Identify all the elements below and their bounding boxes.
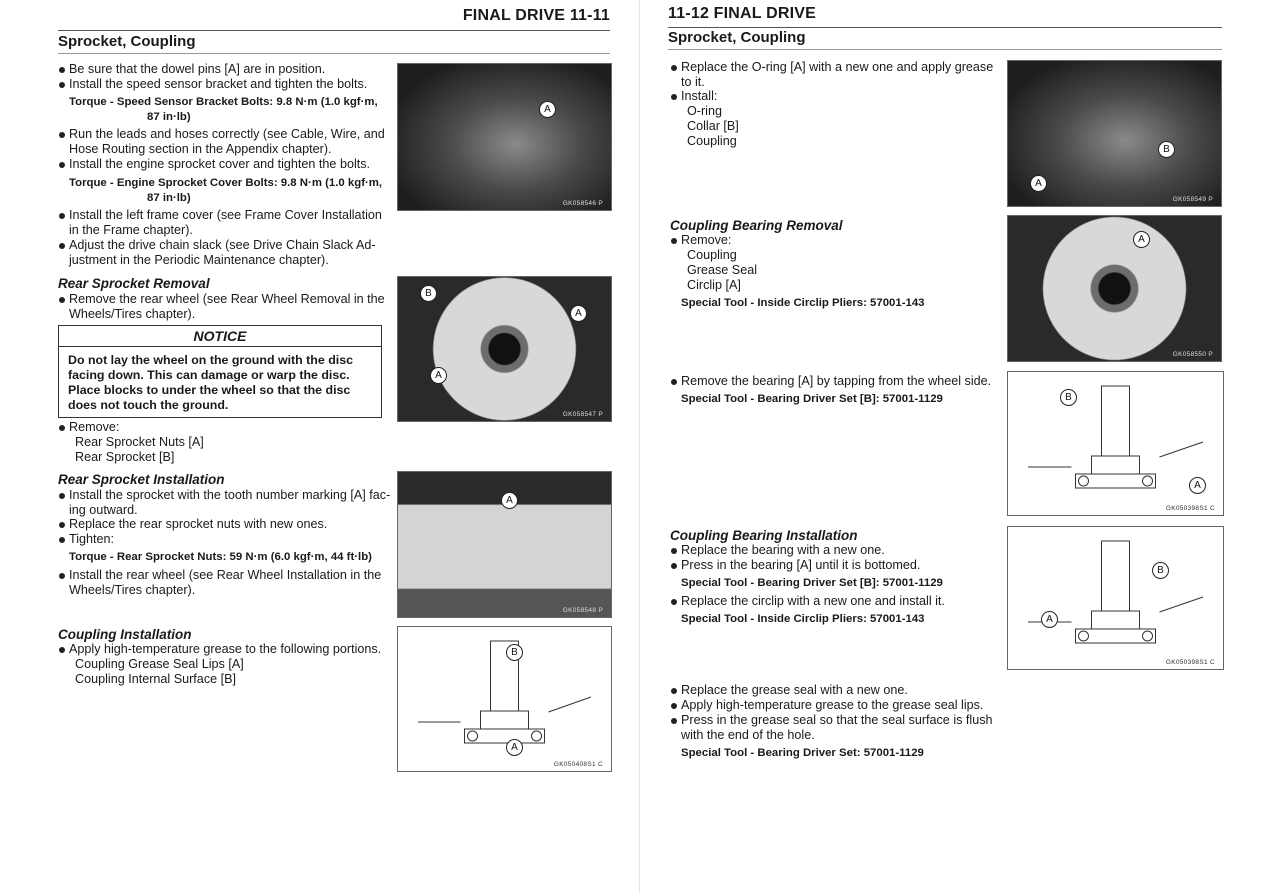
spec-note <box>670 612 925 627</box>
callout-label: B <box>420 285 437 302</box>
text-line: Coupling <box>687 134 737 148</box>
bullet-item <box>58 642 381 657</box>
bullet-item <box>670 374 991 389</box>
text-line: Torque - Speed Sensor Bracket Bolts: 9.8 N·m (1.0 kgf·m, <box>69 96 378 108</box>
spec-note <box>670 746 924 761</box>
bullet-item <box>58 420 119 435</box>
bullet-item <box>670 698 983 713</box>
bullet-item <box>58 208 382 238</box>
diagram-figure <box>1007 371 1224 516</box>
text-line: to it. <box>681 75 705 89</box>
bullet-item <box>58 238 376 268</box>
bullet-item <box>58 568 381 598</box>
photo-figure <box>1007 215 1222 362</box>
photo-figure <box>1007 60 1222 207</box>
figure-code: GK058548 P <box>562 607 603 614</box>
text-line: Special Tool - Bearing Driver Set [B]: 57001-1129 <box>681 393 943 405</box>
text-line: Be sure that the dowel pins [A] are in position. <box>58 62 325 77</box>
callout-label: A <box>1041 611 1058 628</box>
figure-code: GK050398S1 C <box>1165 505 1215 512</box>
text-line: does not touch the ground. <box>68 398 229 412</box>
bullet-item <box>58 127 385 157</box>
bullet-item <box>670 233 731 248</box>
callout-label: A <box>506 739 523 756</box>
text-line: Remove: <box>670 233 731 248</box>
spec-note <box>58 176 382 206</box>
text-line: Tighten: <box>58 532 114 547</box>
notice-title: NOTICE <box>59 326 381 347</box>
bullet-item <box>58 157 370 172</box>
text-line: Place blocks to under the wheel so that the disc <box>68 383 351 397</box>
bullet-item <box>58 532 114 547</box>
text-line: Coupling Bearing Removal <box>670 218 843 233</box>
bullet-item <box>670 594 945 609</box>
text-line: justment in the Periodic Maintenance chapter). <box>69 253 329 267</box>
page-11-12 <box>640 0 1280 892</box>
text-line: Install the sprocket with the tooth number marking [A] fac- <box>58 488 390 503</box>
text-line: Install the rear wheel (see Rear Wheel Installation in the <box>58 568 381 583</box>
spec-note <box>58 95 378 125</box>
section-title: Sprocket, Coupling <box>668 29 806 46</box>
text-line: Coupling Bearing Installation <box>670 528 858 543</box>
bullet-item <box>670 543 885 558</box>
subsection-heading <box>670 528 858 543</box>
subsection-heading <box>670 218 843 233</box>
text-line: Special Tool - Bearing Driver Set: 57001-1129 <box>681 747 924 759</box>
figure-code: GK058546 P <box>562 200 603 207</box>
text-line: Rear Sprocket [B] <box>75 450 175 464</box>
text-line: Torque - Engine Sprocket Cover Bolts: 9.8 N·m (1.0 kgf·m, <box>69 177 383 189</box>
bullet-item <box>58 517 327 532</box>
sub-list <box>58 435 204 465</box>
text-line: Remove the bearing [A] by tapping from the wheel side. <box>670 374 991 389</box>
text-line: Remove the rear wheel (see Rear Wheel Removal in the <box>58 292 385 307</box>
subsection-heading <box>58 472 225 487</box>
photo-figure <box>397 63 612 211</box>
text-line: Coupling Installation <box>58 627 192 642</box>
callout-label: B <box>1060 389 1077 406</box>
header-rule <box>58 30 610 31</box>
text-line: O-ring <box>687 104 722 118</box>
photo-figure <box>397 276 612 422</box>
text-line: 87 in·lb) <box>147 192 191 204</box>
callout-label: B <box>1152 562 1169 579</box>
text-line: Run the leads and hoses correctly (see Cable, Wire, and <box>58 127 385 142</box>
bullet-item <box>58 292 385 322</box>
technical-drawing <box>1008 372 1223 515</box>
sub-list <box>58 657 244 687</box>
text-line: Remove: <box>58 420 119 435</box>
text-line: in the Frame chapter). <box>69 223 193 237</box>
text-line: Rear Sprocket Installation <box>58 472 225 487</box>
text-line: Collar [B] <box>687 119 739 133</box>
text-line: Replace the grease seal with a new one. <box>670 683 908 698</box>
bullet-item <box>58 62 325 77</box>
callout-label: B <box>1158 141 1175 158</box>
title-rule <box>668 49 1222 50</box>
text-line: Adjust the drive chain slack (see Drive Chain Slack Ad- <box>58 238 376 253</box>
text-line: with the end of the hole. <box>681 728 815 742</box>
spec-note <box>670 576 943 591</box>
callout-label: A <box>501 492 518 509</box>
text-line: 87 in·lb) <box>147 111 191 123</box>
text-line: Replace the bearing with a new one. <box>670 543 885 558</box>
text-line: Install the speed sensor bracket and tighten the bolts. <box>58 77 367 92</box>
technical-drawing <box>1008 527 1223 669</box>
spec-note <box>670 296 925 311</box>
text-line: Apply high-temperature grease to the grease seal lips. <box>670 698 983 713</box>
text-line: Coupling <box>687 248 737 262</box>
notice-body <box>59 347 381 417</box>
text-line: Rear Sprocket Nuts [A] <box>75 435 204 449</box>
callout-label: A <box>1030 175 1047 192</box>
diagram-figure <box>1007 526 1224 670</box>
text-line: Hose Routing section in the Appendix chapter). <box>69 142 332 156</box>
bullet-item <box>670 60 993 90</box>
bullet-item <box>58 488 390 518</box>
bullet-item <box>58 77 367 92</box>
page-header: FINAL DRIVE 11-11 <box>462 7 610 24</box>
text-line: Replace the O-ring [A] with a new one and apply grease <box>670 60 993 75</box>
bullet-item <box>670 683 908 698</box>
text-line: Coupling Grease Seal Lips [A] <box>75 657 244 671</box>
callout-label: A <box>430 367 447 384</box>
sub-list <box>670 104 739 149</box>
text-line: Wheels/Tires chapter). <box>69 583 196 597</box>
notice-box <box>58 325 382 418</box>
text-line: Grease Seal <box>687 263 758 277</box>
text-line: Replace the rear sprocket nuts with new ones. <box>58 517 327 532</box>
spec-note <box>58 550 372 565</box>
text-line: Install the left frame cover (see Frame Cover Installation <box>58 208 382 223</box>
text-line: Replace the circlip with a new one and install it. <box>670 594 945 609</box>
text-line: Press in the bearing [A] until it is bottomed. <box>670 558 920 573</box>
header-rule <box>668 27 1222 28</box>
text-line: Special Tool - Inside Circlip Pliers: 57001-143 <box>681 297 925 309</box>
callout-label: A <box>1189 477 1206 494</box>
text-line: Special Tool - Inside Circlip Pliers: 57001-143 <box>681 613 925 625</box>
figure-code: GK050408S1 C <box>553 761 603 768</box>
text-line: facing down. This can damage or warp the disc. <box>68 368 350 382</box>
subsection-heading <box>58 627 192 642</box>
section-title: Sprocket, Coupling <box>58 33 196 50</box>
text-line: ing outward. <box>69 503 138 517</box>
sub-list <box>670 248 757 293</box>
title-rule <box>58 53 610 54</box>
page-header: 11-12 FINAL DRIVE <box>668 5 817 22</box>
text-line: Install the engine sprocket cover and tighten the bolts. <box>58 157 370 172</box>
bullet-item <box>670 713 993 743</box>
text-line: Do not lay the wheel on the ground with the disc <box>68 353 353 367</box>
callout-label: A <box>539 101 556 118</box>
subsection-heading <box>58 276 210 291</box>
spec-note <box>670 392 943 407</box>
figure-code: GK058547 P <box>562 411 603 418</box>
technical-drawing <box>398 627 611 771</box>
figure-code: GK050398S1 C <box>1165 659 1215 666</box>
diagram-figure <box>397 626 612 772</box>
text-line: Special Tool - Bearing Driver Set [B]: 57001-1129 <box>681 577 943 589</box>
callout-label: B <box>506 644 523 661</box>
text-line: Coupling Internal Surface [B] <box>75 672 237 686</box>
callout-label: A <box>570 305 587 322</box>
figure-code: GK058550 P <box>1172 351 1213 358</box>
callout-label: A <box>1133 231 1150 248</box>
text-line: Rear Sprocket Removal <box>58 276 210 291</box>
bullet-item <box>670 89 717 104</box>
bullet-item <box>670 558 920 573</box>
text-line: Wheels/Tires chapter). <box>69 307 196 321</box>
photo-figure <box>397 471 612 618</box>
text-line: Circlip [A] <box>687 278 741 292</box>
text-line: Install: <box>670 89 717 104</box>
text-line: Apply high-temperature grease to the following portions. <box>58 642 381 657</box>
text-line: Press in the grease seal so that the seal surface is flush <box>670 713 993 728</box>
text-line: Torque - Rear Sprocket Nuts: 59 N·m (6.0 kgf·m, 44 ft·lb) <box>69 551 372 563</box>
figure-code: GK058549 P <box>1172 196 1213 203</box>
